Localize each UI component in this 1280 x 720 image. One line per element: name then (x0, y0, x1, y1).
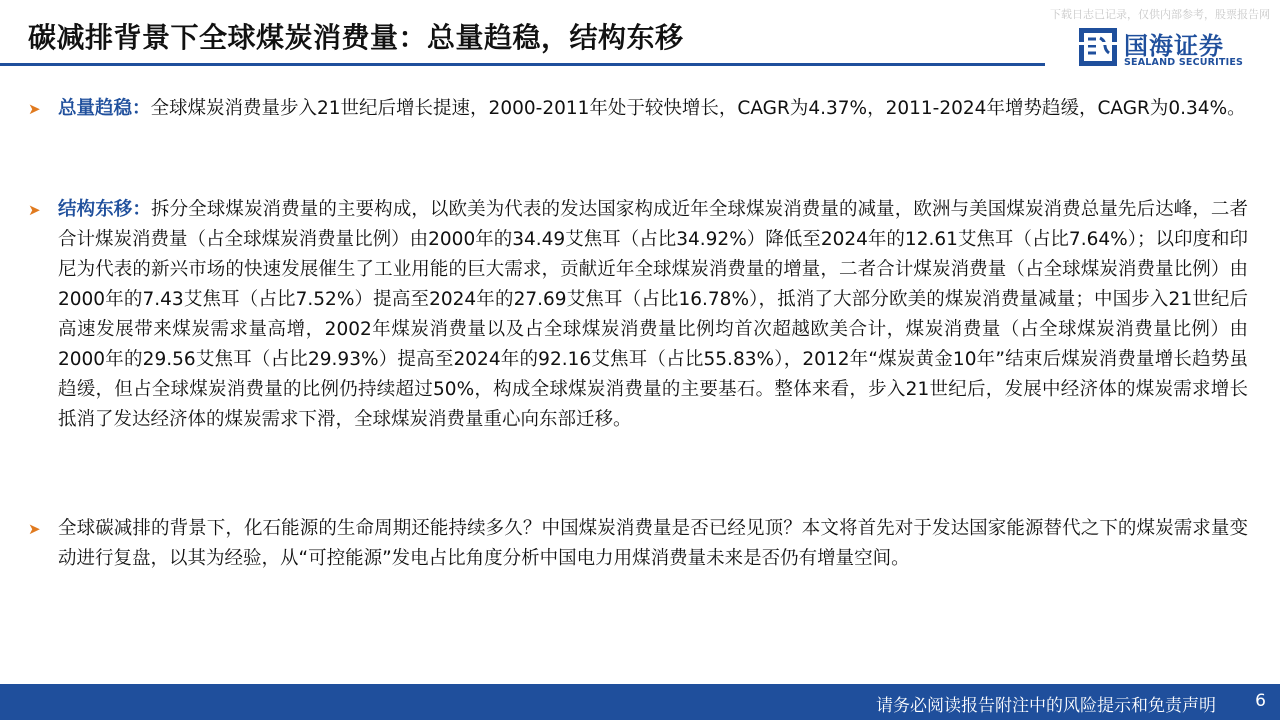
orange-arrow-bullet-icon: ➤ (28, 100, 41, 118)
orange-arrow-bullet-icon: ➤ (28, 201, 41, 219)
sealand-logo-icon (1078, 26, 1118, 68)
bullet-body: 拆分全球煤炭消费量的主要构成，以欧美为代表的发达国家构成近年全球煤炭消费量的减量，欧洲与美国煤炭消费总量先后达峰，二者合计煤炭消费量（占全球煤炭消费量比例）由2000年的34.49艾焦耳（占比34.92%）降低至2024年的12.61艾焦耳（占比7.64%）；以印度和印尼为代表的新兴市场的快速发展催生了工业用能的巨大需求，贡献近年全球煤炭消费量的增量，二者合计煤炭消费量（占全球煤炭消费量比例）由2000年的7.43艾焦耳（占比7.52%）提高至2024年的27.69艾焦耳（占比16.78%），抵消了大部分欧美的煤炭消费量减量；中国步入21世纪后高速发展带来煤炭需求量高增，2002年煤炭消费量以及占全球煤炭消费量比例均首次超越欧美合计，煤炭消费量（占全球煤炭消费量比例）由2000年的29.56艾焦耳（占比29.93%）提高至2024年的92.16艾焦耳（占比55.83%），2012年“煤炭黄金10年”结束后煤炭消费量增长趋势虽趋缓，但占全球煤炭消费量的比例仍持续超过50%，构成全球煤炭消费量的主要基石。整体来看，步入21世纪后，发展中经济体的煤炭需求增长抵消了发达经济体的煤炭需求下滑，全球煤炭消费量重心向东部迁移。 (58, 199, 1248, 430)
bullet-lead: 结构东移： (58, 199, 151, 220)
orange-arrow-bullet-icon: ➤ (28, 520, 41, 538)
footer-bar (0, 684, 1280, 720)
company-logo (1078, 26, 1258, 72)
watermark-text: 下载日志已记录，仅供内部参考，股票报告网 (1050, 8, 1270, 21)
bullet-outlook (28, 514, 1248, 574)
page-title: 碳减排背景下全球煤炭消费量：总量趋稳，结构东移 (28, 21, 684, 54)
bullet-lead: 总量趋稳： (58, 98, 151, 119)
bullet-text (58, 514, 1248, 574)
bullet-text (58, 94, 1248, 124)
bullet-body: 全球碳减排的背景下，化石能源的生命周期还能持续多久？中国煤炭消费量是否已经见顶？本文将首先对于发达国家能源替代之下的煤炭需求量变动进行复盘，以其为经验，从“可控能源”发电占比角度分析中国电力用煤消费量未来是否仍有增量空间。 (58, 518, 1248, 569)
logo-name-cn: 国海证券 (1124, 32, 1224, 60)
bullet-total-stable (28, 94, 1248, 124)
logo-name-en: SEALAND SECURITIES (1124, 57, 1244, 68)
bullet-body: 全球煤炭消费量步入21世纪后增长提速，2000-2011年处于较快增长，CAGR为4.37%，2011-2024年增势趋缓，CAGR为0.34%。 (150, 98, 1246, 119)
bullet-text (58, 195, 1248, 435)
page-number: 6 (1255, 691, 1266, 711)
bullet-structure-east (28, 195, 1248, 435)
title-divider (0, 63, 1045, 66)
footer-disclaimer: 请务必阅读报告附注中的风险提示和免责声明 (876, 696, 1216, 716)
